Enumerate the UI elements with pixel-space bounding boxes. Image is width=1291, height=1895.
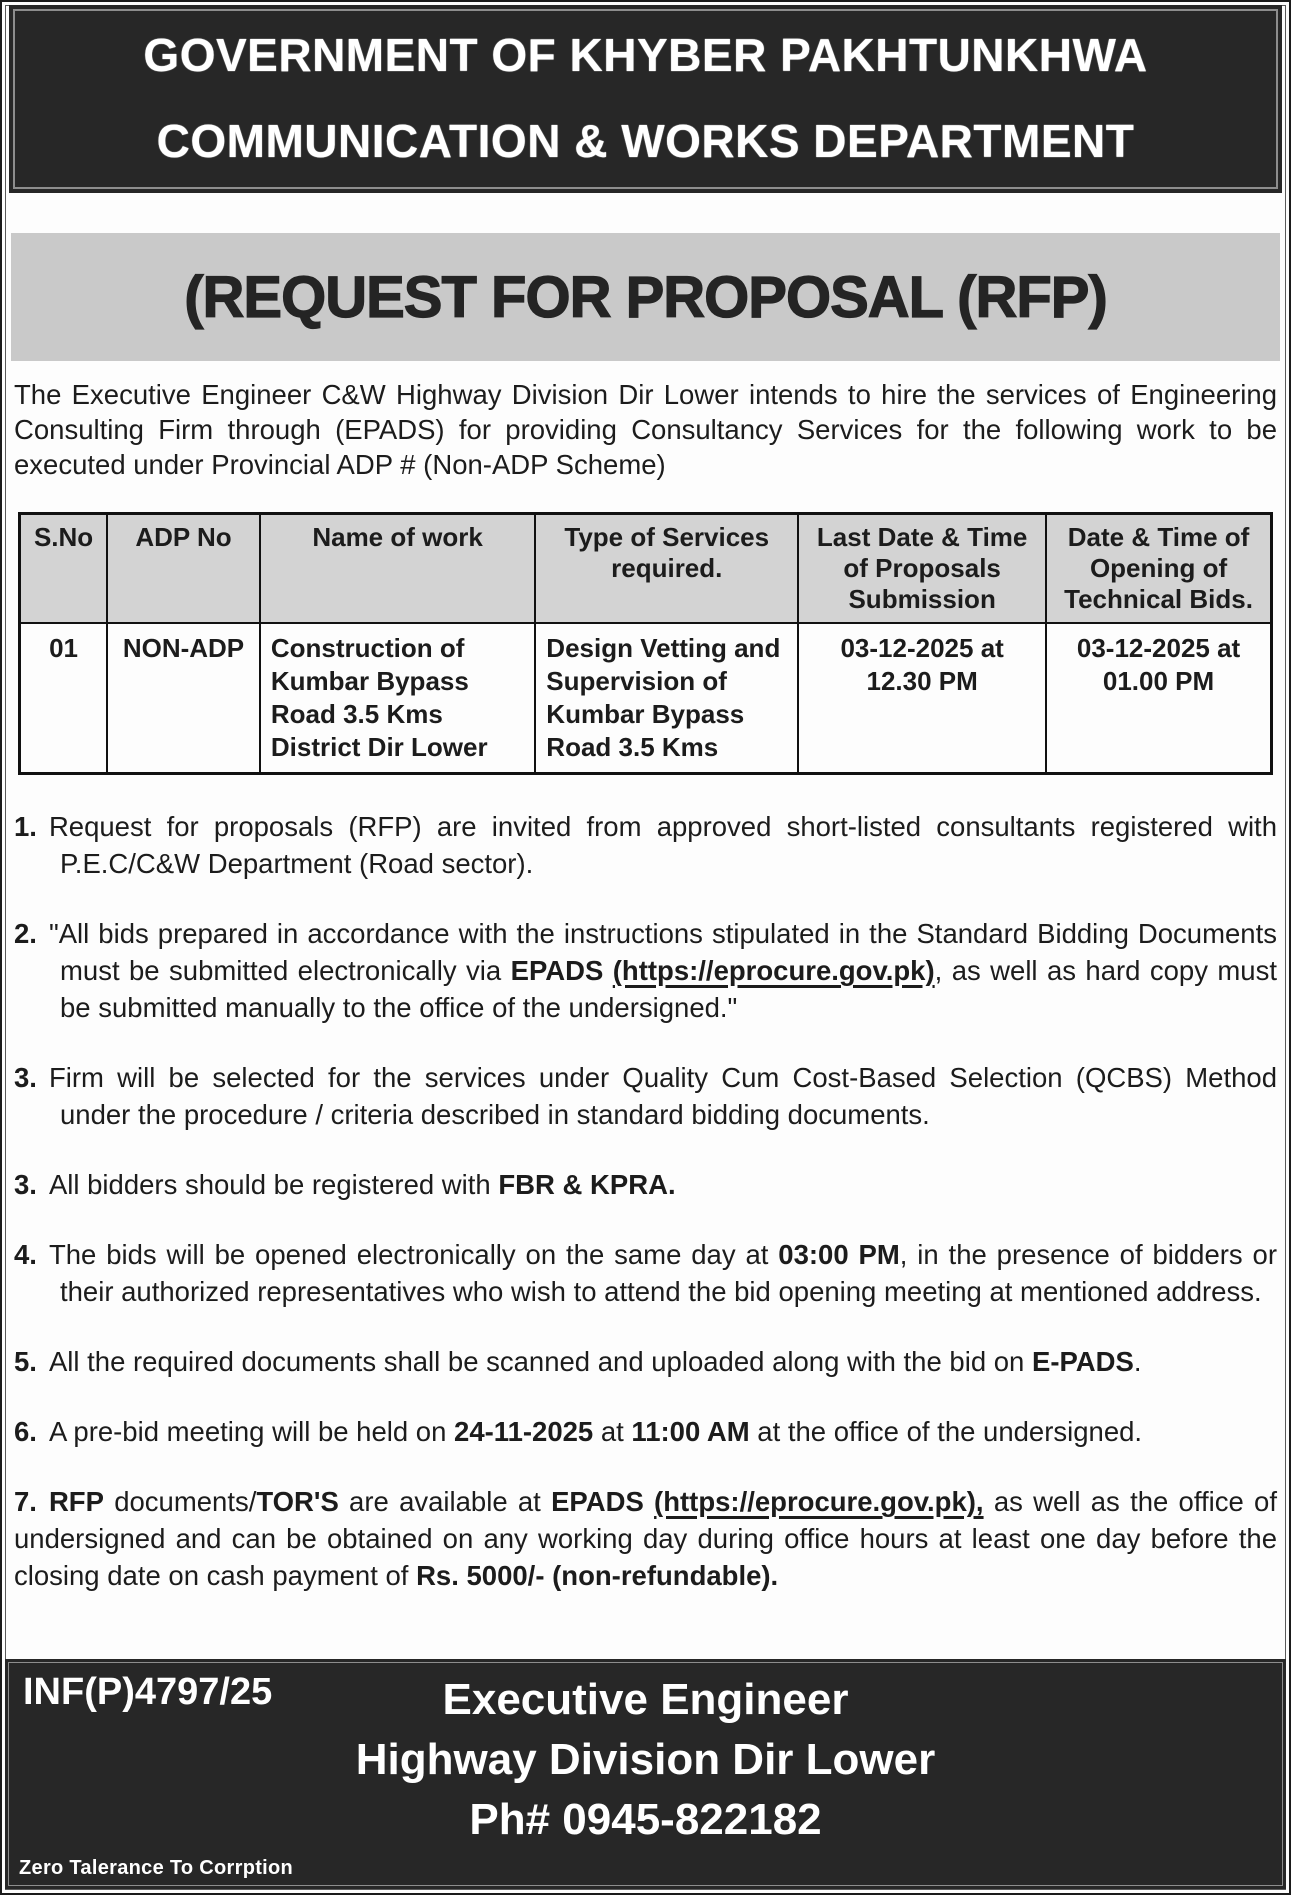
col-header-adp-no: ADP No: [107, 514, 260, 624]
work-table: [18, 512, 1273, 775]
notice-item-4: [14, 1166, 1277, 1203]
cell-opening-date: 03-12-2025 at 01.00 PM: [1046, 623, 1271, 774]
item-text: are available at: [338, 1486, 552, 1517]
item-text: 11:00 AM: [631, 1416, 750, 1447]
item-text: E-PADS: [1031, 1346, 1134, 1377]
cell-type-of-services: Design Vetting and Supervision of Kumbar Bypass Road 3.5 Kms: [535, 623, 798, 774]
col-header-opening-date: Date & Time of Opening of Technical Bids.: [1046, 514, 1271, 624]
item-text: The bids will be opened electronically on the same day at: [48, 1239, 779, 1270]
cell-sno: 01: [20, 623, 108, 774]
col-header-type-of-services: Type of Services required.: [535, 514, 798, 624]
signatory-title: Executive Engineer: [442, 1675, 849, 1724]
item-number: 7.: [14, 1486, 37, 1517]
item-text: , as well as hard copy must be submitted manually to the office of the undersigned.": [60, 955, 1277, 1023]
government-title: GOVERNMENT OF KHYBER PAKHTUNKHWA: [143, 29, 1148, 81]
item-text: RFP: [48, 1486, 104, 1517]
item-text: as well as the office of undersigned and can be obtained on any working day during office hours at least one day before the closing date on cash payment of: [14, 1486, 1277, 1591]
item-text: .: [1133, 1346, 1142, 1377]
cell-name-of-work: Construction of Kumbar Bypass Road 3.5 Kms District Dir Lower: [260, 623, 535, 774]
signatory-division: Highway Division Dir Lower: [355, 1735, 936, 1784]
footer-banner: [5, 1659, 1286, 1889]
item-text: documents/: [103, 1486, 257, 1517]
item-text: Rs. 5000/- (non-refundable).: [416, 1560, 779, 1591]
department-header-banner: [9, 5, 1282, 193]
item-text: EPADS: [551, 1486, 655, 1517]
phone-number: Ph# 0945-822182: [469, 1795, 822, 1844]
item-text: 24-11-2025: [454, 1416, 594, 1447]
item-text: All bidders should be registered with: [48, 1169, 499, 1200]
item-text: All the required documents shall be scanned and uploaded along with the bid on: [48, 1346, 1032, 1377]
intro-paragraph: The Executive Engineer C&W Highway Division Dir Lower intends to hire the services of Engineering Consulting Firm through (EPADS) for providing Consultancy Services for the following work to be executed under Provincial ADP # (Non-ADP Scheme): [14, 379, 1277, 480]
notice-item-8: [14, 1483, 1277, 1594]
item-text: Firm will be selected for the services under Quality Cum Cost-Based Selection (QCBS) Method under the procedure / criteria described in standard bidding documents.: [48, 1062, 1277, 1130]
table-header-row: [20, 514, 1272, 624]
notice-item-1: [14, 808, 1277, 882]
notice-item-3: [14, 1059, 1277, 1133]
notice-item-5: [14, 1236, 1277, 1310]
item-text: at: [593, 1416, 632, 1447]
item-number: 2.: [14, 918, 37, 949]
item-number: 4.: [14, 1239, 37, 1270]
notice-item-2: [14, 915, 1277, 1026]
item-text: EPADS: [510, 955, 613, 986]
item-text: at the office of the undersigned.: [749, 1416, 1143, 1447]
department-title: COMMUNICATION & WORKS DEPARTMENT: [156, 115, 1135, 167]
notice-item-6: [14, 1343, 1277, 1380]
notice-items: [14, 775, 1277, 1594]
anti-corruption-slogan: Zero Talerance To Corrption: [19, 1857, 294, 1879]
col-header-sno: S.No: [20, 514, 108, 624]
epads-url-text: (https://eprocure.gov.pk),: [654, 1486, 984, 1517]
item-text: FBR & KPRA.: [498, 1169, 676, 1200]
col-header-last-date: Last Date & Time of Proposals Submission: [798, 514, 1046, 624]
epads-url-text: (https://eprocure.gov.pk): [612, 955, 935, 986]
col-header-name-of-work: Name of work: [260, 514, 535, 624]
item-number: 3.: [14, 1169, 37, 1200]
item-number: 3.: [14, 1062, 37, 1093]
item-number: 1.: [14, 811, 37, 842]
spacer: [2, 1594, 1289, 1633]
item-text: Request for proposals (RFP) are invited from approved short-listed consultants registered with P.E.C/C&W Department (Road sector).: [48, 811, 1277, 879]
item-text: , in the presence of bidders or their authorized representatives who wish to attend the bid opening meeting at mentioned address.: [60, 1239, 1278, 1307]
item-number: 5.: [14, 1346, 37, 1377]
inf-number: INF(P)4797/25: [23, 1671, 273, 1713]
cell-last-date: 03-12-2025 at 12.30 PM: [798, 623, 1046, 774]
table-row: [20, 623, 1272, 774]
notice-item-7: [14, 1413, 1277, 1450]
rfp-title-banner: [11, 233, 1280, 361]
item-text: A pre-bid meeting will be held on: [48, 1416, 455, 1447]
item-text: 03:00 PM: [778, 1239, 900, 1270]
item-text: "All bids prepared in accordance with the instructions stipulated in the Standard Bidding Documents must be submitted electronically via: [48, 918, 1277, 986]
item-text: TOR'S: [256, 1486, 339, 1517]
item-number: 6.: [14, 1416, 37, 1447]
rfp-title: (REQUEST FOR PROPOSAL (RFP): [184, 264, 1107, 330]
cell-adp-no: NON-ADP: [107, 623, 260, 774]
